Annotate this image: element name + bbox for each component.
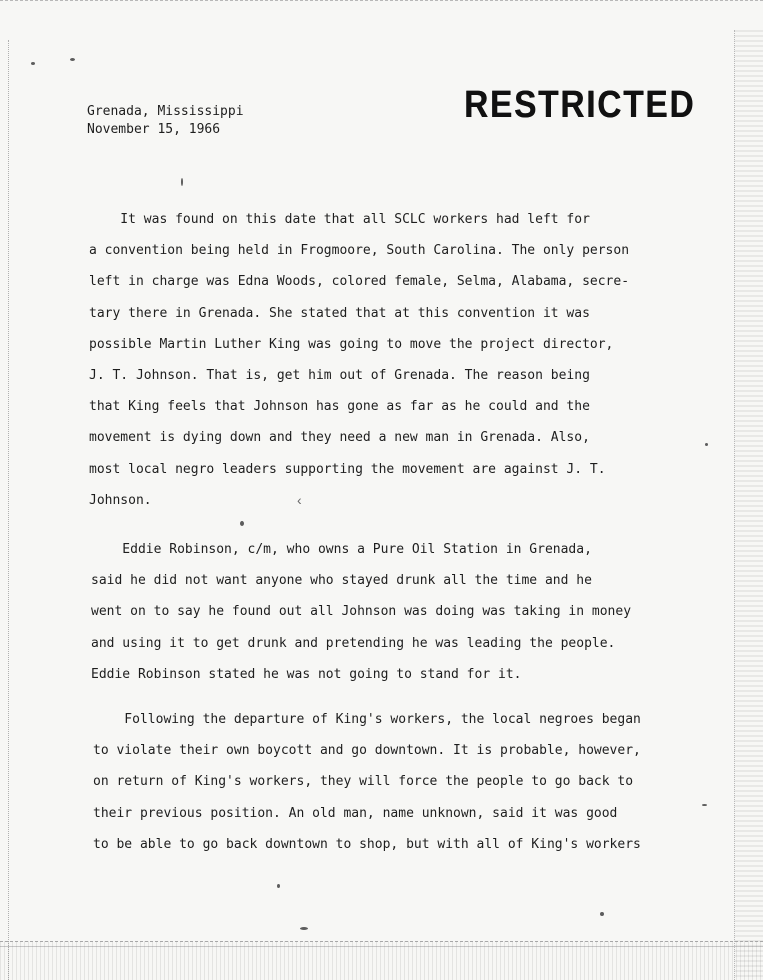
paragraph-line: Eddie Robinson, c/m, who owns a Pure Oil Station in Grenada, xyxy=(91,542,592,557)
pen-mark: ‹ xyxy=(297,492,302,508)
paragraph-line: J. T. Johnson. That is, get him out of Grenada. The reason being xyxy=(89,367,590,383)
paragraph-line: and using it to get drunk and pretending he was leading the people. xyxy=(91,635,616,651)
paragraph-line: movement is dying down and they need a new man in Grenada. Also, xyxy=(89,430,590,446)
scan-bottom-edge xyxy=(0,941,763,980)
paragraph-line: left in charge was Edna Woods, colored female, Selma, Alabama, secre- xyxy=(89,274,630,290)
paragraph-line: went on to say he found out all Johnson was doing was taking in money xyxy=(91,604,632,620)
paragraph-line: that King feels that Johnson has gone as far as he could and the xyxy=(89,399,590,415)
paragraph-line: said he did not want anyone who stayed drunk all the time and he xyxy=(91,573,592,589)
paragraph-2 xyxy=(91,534,711,690)
restricted-stamp: RESTRICTED xyxy=(464,84,696,126)
header-location: Grenada, Mississippi xyxy=(87,104,244,119)
paragraph-line: their previous position. An old man, name unknown, said it was good xyxy=(93,805,618,821)
scan-speck xyxy=(31,62,35,65)
scan-speck xyxy=(277,884,280,888)
paragraph-line: Johnson. xyxy=(89,492,152,508)
paragraph-line: to violate their own boycott and go downtown. It is probable, however, xyxy=(93,743,641,759)
paragraph-line: tary there in Grenada. She stated that at this convention it was xyxy=(89,305,590,321)
scan-speck xyxy=(240,521,244,526)
scan-speck xyxy=(181,178,183,186)
scan-speck xyxy=(70,58,75,61)
scan-speck xyxy=(600,912,604,916)
paragraph-line: possible Martin Luther King was going to move the project director, xyxy=(89,336,614,352)
paragraph-line: most local negro leaders supporting the movement are against J. T. xyxy=(89,461,606,477)
paragraph-line: It was found on this date that all SCLC workers had left for xyxy=(89,212,590,227)
paragraph-line: Following the departure of King's workers, the local negroes began xyxy=(93,712,641,727)
scan-speck xyxy=(300,927,308,930)
paragraph-line: on return of King's workers, they will force the people to go back to xyxy=(93,774,634,790)
paragraph-line: to be able to go back downtown to shop, but with all of King's workers xyxy=(93,836,641,852)
paragraph-line: a convention being held in Frogmoore, South Carolina. The only person xyxy=(89,243,630,259)
document-header xyxy=(87,103,244,139)
paragraph-line: Eddie Robinson stated he was not going to stand for it. xyxy=(91,666,522,682)
scan-right-edge xyxy=(734,30,763,980)
scan-top-border xyxy=(0,0,763,1)
paragraph-3 xyxy=(93,704,713,860)
header-date: November 15, 1966 xyxy=(87,122,221,137)
paragraph-1 xyxy=(89,204,709,516)
scan-left-border xyxy=(8,40,9,980)
